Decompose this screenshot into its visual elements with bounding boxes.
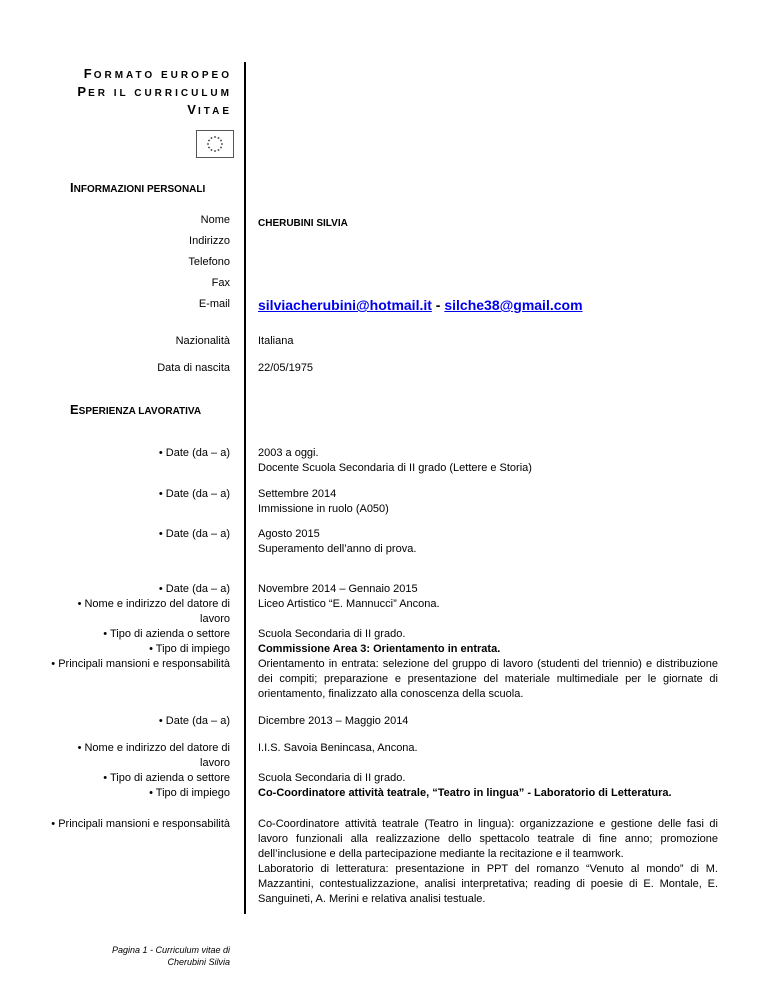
footer-line-2: Cherubini Silvia	[167, 957, 230, 967]
label-date-4: • Date (da – a)	[158, 583, 230, 595]
label-date-2: • Date (da – a)	[158, 488, 230, 500]
entry-2-date: Settembre 2014	[258, 488, 337, 500]
entry-4-datore: Liceo Artistico “E. Mannucci” Ancona.	[258, 598, 440, 610]
footer-line-1: Pagina 1 - Curriculum vitae di	[111, 945, 230, 955]
email-link-1[interactable]: silviacherubini@hotmail.it	[258, 297, 432, 313]
personal-info-heading: INFORMAZIONI PERSONALI	[70, 180, 206, 195]
entry-5-date: Dicembre 2013 – Maggio 2014	[258, 715, 409, 727]
entry-5-mansioni-2: Laboratorio di letteratura: presentazione in PPT del romanzo “Venuto al mondo” di M. Mazzantini, contestualizzazione, analisi interpretativa; reading di poesie di E. Montale, E. Sanguineti, A. Merini e relativa analisi testuale.	[258, 863, 718, 905]
label-date-1: • Date (da – a)	[158, 447, 230, 459]
email-link-2[interactable]: silche38@gmail.com	[444, 297, 583, 313]
entry-5-tipo-azienda: Scuola Secondaria di II grado.	[258, 772, 406, 784]
label-email: E-mail	[198, 298, 230, 310]
header-line-3: VITAE	[187, 102, 232, 117]
page-footer	[112, 944, 230, 968]
label-mansioni-4: • Principali mansioni e responsabilità	[51, 658, 230, 670]
email-separator: -	[431, 297, 445, 313]
value-nazionalita: Italiana	[258, 335, 294, 347]
label-indirizzo: Indirizzo	[189, 235, 230, 247]
email-values	[258, 297, 583, 313]
label-telefono: Telefono	[188, 256, 230, 268]
label-data-nascita: Data di nascita	[157, 362, 230, 374]
label-tipo-impiego-5: • Tipo di impiego	[149, 787, 230, 799]
entry-5-datore: I.I.S. Savoia Benincasa, Ancona.	[258, 742, 418, 754]
entry-4-mansioni: Orientamento in entrata: selezione del gruppo di lavoro (studenti del triennio) e distribuzione dei compiti; preparazione e presentazione del materiale multimediale per le giornate di orientamento, finalizzato alla conoscenza della scuola.	[258, 658, 718, 700]
label-nazionalita: Nazionalità	[175, 335, 230, 347]
label-date-3: • Date (da – a)	[158, 528, 230, 540]
label-datore-5: • Nome e indirizzo del datore di lavoro	[77, 742, 230, 769]
label-fax: Fax	[211, 277, 230, 289]
header-line-1: FORMATO EUROPEO	[83, 66, 232, 81]
entry-4-tipo-azienda: Scuola Secondaria di II grado.	[258, 628, 406, 640]
entry-2-desc: Immissione in ruolo (A050)	[258, 503, 389, 515]
entry-5-mansioni: Co-Coordinatore attività teatrale (Teatro in lingua): organizzazione e gestione delle fasi di lavoro funzionali alla realizzazione dello spettacolo teatrale di fine anno; promozione dell’inclusione e della partecipazione mediante la recitazione e il teamwork.	[258, 818, 718, 860]
entry-5-tipo-impiego: Co-Coordinatore attività teatrale, “Teatro in lingua” - Laboratorio di Letteratura.	[258, 787, 672, 799]
column-divider	[244, 62, 246, 914]
entry-1-desc: Docente Scuola Secondaria di II grado (Lettere e Storia)	[258, 462, 532, 474]
label-datore-4: • Nome e indirizzo del datore di lavoro	[77, 598, 230, 625]
entry-4-tipo-impiego: Commissione Area 3: Orientamento in entrata.	[258, 643, 501, 655]
value-nome: CHERUBINI SILVIA	[258, 218, 348, 229]
label-nome: Nome	[200, 214, 230, 226]
work-experience-heading: ESPERIENZA LAVORATIVA	[70, 402, 202, 417]
label-tipo-azienda-4: • Tipo di azienda o settore	[103, 628, 230, 640]
header-line-2: PER IL CURRICULUM	[77, 84, 232, 99]
value-data-nascita: 22/05/1975	[258, 362, 314, 374]
entry-4-date: Novembre 2014 – Gennaio 2015	[258, 583, 418, 595]
entry-1-date: 2003 a oggi.	[258, 447, 319, 459]
entry-3-date: Agosto 2015	[258, 528, 320, 540]
label-tipo-azienda-5: • Tipo di azienda o settore	[103, 772, 230, 784]
label-mansioni-5: • Principali mansioni e responsabilità	[51, 818, 230, 830]
eu-flag-icon	[196, 130, 234, 158]
label-tipo-impiego-4: • Tipo di impiego	[149, 643, 230, 655]
entry-3-desc: Superamento dell’anno di prova.	[258, 543, 417, 555]
label-date-5: • Date (da – a)	[158, 715, 230, 727]
